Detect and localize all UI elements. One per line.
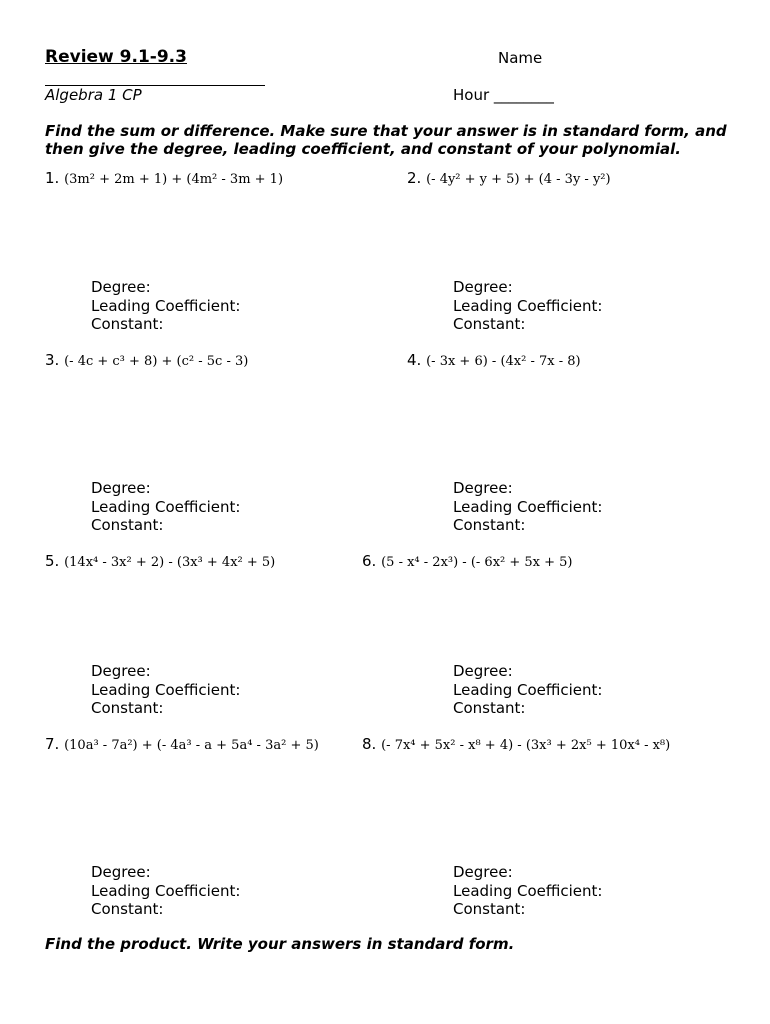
problem-2	[407, 169, 611, 187]
hour-label: Hour ________	[453, 86, 554, 104]
degree-label: Degree:	[453, 662, 513, 680]
course-label: Algebra 1 CP	[45, 86, 142, 104]
constant-label: Constant:	[91, 315, 164, 333]
problem-expression: (- 3x + 6) - (4x² - 7x - 8)	[426, 354, 581, 369]
problem-number: 6.	[362, 552, 377, 570]
problem-number: 3.	[45, 351, 60, 369]
degree-label: Degree:	[91, 479, 151, 497]
constant-label: Constant:	[453, 315, 526, 333]
problem-expression: (14x⁴ - 3x² + 2) - (3x³ + 4x² + 5)	[64, 555, 276, 570]
leading-coefficient-label: Leading Coefficient:	[91, 497, 241, 516]
problem-expression: (5 - x⁴ - 2x³) - (- 6x² + 5x + 5)	[381, 555, 573, 570]
constant-label: Constant:	[453, 516, 526, 534]
degree-label: Degree:	[91, 662, 151, 680]
answer-block-4	[453, 479, 602, 535]
problem-number: 7.	[45, 735, 60, 753]
problem-number: 5.	[45, 552, 60, 570]
leading-coefficient-label: Leading Coefficient:	[453, 680, 603, 699]
answer-block-7	[91, 863, 240, 919]
leading-coefficient-label: Leading Coefficient:	[91, 881, 241, 900]
problem-5	[45, 552, 275, 570]
degree-label: Degree:	[91, 863, 151, 881]
problem-7	[45, 735, 319, 753]
problem-1	[45, 169, 283, 187]
constant-label: Constant:	[91, 699, 164, 717]
constant-label: Constant:	[91, 516, 164, 534]
problem-3	[45, 351, 248, 369]
leading-coefficient-label: Leading Coefficient:	[453, 296, 603, 315]
name-label: Name	[498, 49, 543, 67]
answer-block-6	[453, 662, 602, 718]
problem-expression: (3m² + 2m + 1) + (4m² - 3m + 1)	[64, 172, 284, 187]
degree-label: Degree:	[453, 863, 513, 881]
problem-4	[407, 351, 581, 369]
problem-expression: (- 4c + c³ + 8) + (c² - 5c - 3)	[64, 354, 249, 369]
leading-coefficient-label: Leading Coefficient:	[453, 497, 603, 516]
problem-number: 2.	[407, 169, 422, 187]
leading-coefficient-label: Leading Coefficient:	[91, 680, 241, 699]
constant-label: Constant:	[91, 900, 164, 918]
answer-block-3	[91, 479, 240, 535]
instructions: Find the sum or difference. Make sure that your answer is in standard form, and then give the degree, leading coefficient, and constant of your polynomial.	[45, 122, 727, 158]
problem-6	[362, 552, 573, 570]
problem-number: 4.	[407, 351, 422, 369]
page-title: Review 9.1-9.3	[45, 47, 187, 67]
problem-expression: (- 7x⁴ + 5x² - x⁸ + 4) - (3x³ + 2x⁵ + 10x⁴ - x⁸)	[381, 738, 671, 753]
leading-coefficient-label: Leading Coefficient:	[453, 881, 603, 900]
problem-expression: (- 4y² + y + 5) + (4 - 3y - y²)	[426, 172, 611, 187]
degree-label: Degree:	[453, 479, 513, 497]
answer-block-8	[453, 863, 602, 919]
answer-block-2	[453, 278, 602, 334]
degree-label: Degree:	[91, 278, 151, 296]
constant-label: Constant:	[453, 900, 526, 918]
degree-label: Degree:	[453, 278, 513, 296]
problem-expression: (10a³ - 7a²) + (- 4a³ - a + 5a⁴ - 3a² + 5)	[64, 738, 319, 753]
answer-block-1	[91, 278, 240, 334]
problem-number: 1.	[45, 169, 60, 187]
leading-coefficient-label: Leading Coefficient:	[91, 296, 241, 315]
problem-number: 8.	[362, 735, 377, 753]
product-instructions: Find the product. Write your answers in standard form.	[45, 935, 515, 953]
constant-label: Constant:	[453, 699, 526, 717]
answer-block-5	[91, 662, 240, 718]
problem-8	[362, 735, 670, 753]
